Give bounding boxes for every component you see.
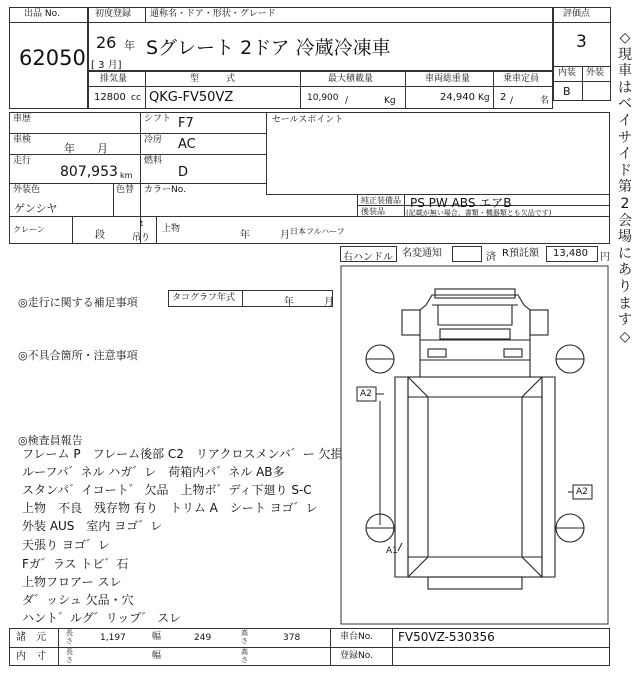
dims-label: 諸 元 — [16, 632, 46, 643]
chassis-label: 車台No. — [340, 632, 373, 642]
body-maker: 日本フルハーフ — [290, 227, 345, 236]
interior-grade: B — [563, 85, 571, 98]
first-reg-label: 初度登録 — [95, 9, 132, 19]
inner-dims-label: 内 寸 — [16, 651, 46, 662]
report-label: ◎検査員報告 — [18, 434, 83, 447]
reg-year-unit: 年 — [124, 39, 135, 52]
report-line: ルーフパ゛ネル ハガ゛レ 荷箱内パ゛ネル AB多 — [22, 465, 285, 479]
fuel-label: 燃料 — [144, 156, 163, 166]
crane-stage: 段 — [95, 230, 105, 241]
color-label: 外装色 — [13, 185, 41, 195]
recycle-value: 13,480 — [553, 248, 588, 259]
steering-value: 右ハンドル — [343, 252, 393, 263]
mileage-value: 807,953 — [60, 164, 118, 180]
report-line: ダ゛ッシュ 欠品・穴 — [22, 593, 134, 607]
capacity-label: 乗車定員 — [503, 74, 540, 84]
recycle-unit: 円 — [600, 252, 610, 263]
name-label: 通称名・ドア・形状・グレード — [150, 9, 276, 19]
max-load-value: 10,900 — [307, 93, 339, 103]
length-label: 長さ — [66, 629, 73, 645]
crane-t: t — [140, 219, 144, 228]
report-line: 外装 AUS 室内 ヨゴ゛レ — [22, 519, 163, 533]
height-label: 高さ — [241, 629, 248, 645]
lot-number: 62050 — [19, 46, 86, 70]
history-label: 車歴 — [13, 114, 32, 124]
report-line: Fガ゛ラス トビ゛石 — [22, 557, 129, 571]
tacho-label: タコグラフ年式 — [172, 293, 236, 303]
capacity-value: 2 — [500, 92, 507, 103]
height-value: 378 — [283, 633, 301, 643]
report-line: 上物 不良 残存物 有り トリム A シート ヨゴ゛レ — [22, 501, 318, 515]
reg-year: 26 — [96, 33, 117, 52]
renamed-box — [452, 246, 482, 262]
displacement-label: 排気量 — [100, 74, 128, 84]
equipment-label: 純正装備品 — [361, 196, 401, 205]
report-line: 天張り ヨゴ゛レ — [22, 538, 110, 552]
ac-label: 冷房 — [144, 135, 163, 145]
venue-notice: ◇現車はベイサイド第2会場にあります◇ — [618, 30, 632, 345]
lot-label: 出品 No. — [24, 9, 60, 19]
gross-weight-unit: Kg — [478, 93, 490, 103]
aftermarket-label: 後装品 — [361, 207, 385, 216]
model-label: 型 式 — [190, 74, 236, 84]
crane-lift: 吊り — [132, 233, 151, 243]
crane-label: クレーン — [13, 225, 45, 234]
ac-value: AC — [178, 137, 196, 152]
body-label: 上物 — [162, 224, 181, 234]
mileage-label: 走行 — [13, 156, 32, 166]
body-year: 年 月 — [240, 230, 290, 241]
shift-value: F7 — [178, 116, 194, 131]
report-line: 上物フロアー スレ — [22, 575, 122, 589]
aftermarket-note: (記載が無い場合、書類・機器類とも欠品です) — [406, 209, 552, 217]
report-line: フレーム P フレーム後部 C2 リアクロスメンバ゛ー 欠損 — [22, 447, 343, 461]
inspection-label: 車検 — [13, 135, 32, 145]
defects-label: ◎不具合箇所・注意事項 — [18, 349, 138, 362]
driving-notes-label: ◎走行に関する補足事項 — [18, 296, 138, 309]
vehicle-title: Sグレート 2ドア 冷蔵冷凍車 — [146, 37, 391, 59]
fuel-value: D — [178, 165, 189, 180]
recycle-mark: 済 — [486, 252, 496, 263]
width-label: 幅 — [152, 632, 162, 642]
damage-mark-a2-right: A2 — [576, 487, 588, 497]
equipment-value: PS PW ABS エアB — [410, 196, 512, 210]
gross-weight-value: 24,940 — [440, 92, 475, 103]
tacho-value: 年 月 — [284, 297, 334, 308]
renamed-label: 名変通知 — [402, 248, 442, 259]
damage-mark-a1: A1 — [386, 546, 398, 556]
shift-label: シフト — [144, 114, 172, 124]
width-value: 249 — [194, 633, 212, 643]
sales-point-label: セールスポイント — [272, 115, 344, 125]
score-value: 3 — [576, 32, 587, 52]
reg-month: [ 3 月] — [91, 60, 122, 71]
interior-label: 内装 — [558, 68, 577, 78]
color-change-label: 色替 — [116, 185, 135, 195]
displacement-value: 12800 — [94, 92, 126, 103]
inner-length-label: 長さ — [66, 648, 73, 664]
report-line: スタンパ゛イコート゛ 欠品 上物ボ゛ディ下廻り S-C — [22, 483, 312, 497]
inspection-value: 年 月 — [64, 142, 108, 155]
inner-width-label: 幅 — [152, 651, 162, 661]
inner-height-label: 高さ — [241, 648, 248, 664]
gross-weight-label: 車両総重量 — [425, 74, 471, 84]
max-load-unit: / Kg — [345, 96, 396, 106]
color-code-label: カラーNo. — [144, 185, 186, 195]
capacity-unit: / 名 — [510, 96, 550, 106]
mileage-unit: km — [120, 171, 133, 180]
recycle-label: R預託額 — [502, 248, 539, 259]
registration-label: 登録No. — [340, 651, 373, 661]
chassis-number: FV50VZ-530356 — [398, 630, 495, 644]
displacement-unit: cc — [131, 93, 141, 103]
color-value: ゲンシヤ — [14, 202, 58, 215]
exterior-label: 外装 — [586, 68, 605, 78]
damage-mark-a2-left: A2 — [360, 389, 372, 399]
score-label: 評価点 — [563, 9, 591, 19]
length-value: 1,197 — [100, 633, 126, 643]
max-load-label: 最大積載量 — [328, 74, 374, 84]
vehicle-diagram — [340, 265, 610, 625]
report-line: ハント゛ルグ゛リップ゛ スレ — [22, 611, 182, 625]
model-value: QKG-FV50VZ — [149, 90, 234, 105]
